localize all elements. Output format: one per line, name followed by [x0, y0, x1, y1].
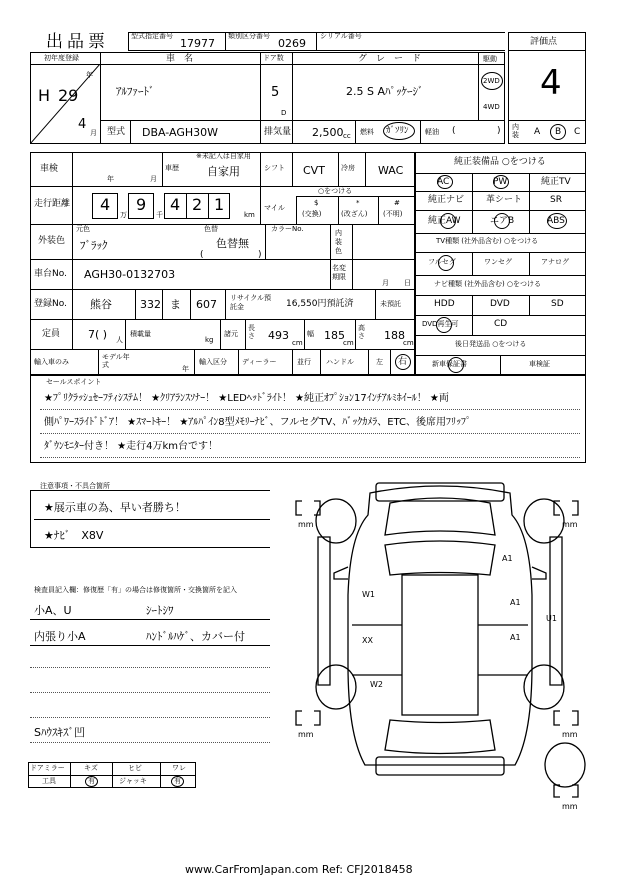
equip-airbag-circle [494, 213, 510, 229]
import-type-label: 輸入区分 [199, 358, 227, 366]
category-value: 0269 [278, 37, 306, 50]
handle-right-circle [395, 354, 411, 370]
width-value: 185 [324, 329, 345, 342]
color-original-value: ﾌﾞﾗｯｸ [80, 239, 108, 252]
interior-grade-b: B [555, 127, 562, 137]
dims-label: 諸元 [224, 330, 238, 338]
inspector-line-2: 内張り小A [34, 630, 86, 643]
equip-abs: ABS [547, 216, 565, 226]
meter-opt-3: # [394, 199, 400, 207]
acc-jack-circle [171, 776, 184, 787]
drive-label: 駆動 [483, 55, 497, 63]
first-reg-month: 4 [78, 117, 87, 132]
equip-ac: AC [437, 177, 450, 187]
mark-a1-front-right: A1 [502, 554, 513, 563]
equip-airbag: エアB [490, 216, 515, 226]
acc-tools-circle [85, 776, 98, 787]
tv-fullseg-circle [438, 255, 454, 271]
first-reg-era: H [38, 86, 51, 105]
spare-wheel [545, 743, 585, 787]
acc-header-crack: ヒビ [128, 764, 142, 772]
capacity-unit: 人 [116, 336, 123, 344]
score-value: 4 [540, 63, 562, 103]
mileage-digit-5: 1 [214, 195, 225, 214]
width-unit: cm [343, 339, 354, 347]
name-change-day: 日 [404, 279, 411, 287]
shaken-year-unit: 年 [107, 175, 114, 183]
meter-opt-3-desc: (不明) [383, 210, 403, 218]
drive-4wd: 4WD [483, 103, 500, 111]
fuel-value: ｶﾞｿﾘﾝ [386, 126, 409, 136]
usage-note: ※未記入は自家用 [196, 152, 251, 160]
ac-label: 冷房 [341, 164, 355, 172]
chassis-label: 車台No. [34, 269, 67, 279]
shift-value: CVT [303, 164, 325, 177]
displacement-label: 排気量 [264, 127, 292, 137]
import-type-dealer: ディーラー [242, 358, 277, 366]
later-shakensho: 車検証 [529, 360, 550, 368]
handle-right: 右 [398, 357, 408, 367]
fuel-circle [383, 122, 415, 140]
mileage-digit-4: 2 [192, 195, 203, 214]
meter-opt-1-desc: (交換) [302, 210, 322, 218]
acc-header-mirror: ドアミラー [30, 764, 65, 772]
later-label: 後日発送品 ○をつける [455, 340, 527, 348]
shaken-month-unit: 月 [150, 175, 157, 183]
acc-header-break: ワレ [172, 764, 186, 772]
capacity-value: 7( ) [88, 328, 108, 341]
equip-sr: SR [550, 195, 562, 205]
interior-grade-c: C [574, 127, 581, 137]
wheel-front-right [524, 499, 564, 543]
doors-suffix: D [281, 109, 287, 117]
serial-label: シリアル番号 [320, 32, 362, 40]
mark-u1-right-side: U1 [546, 614, 557, 623]
mm-rear-right: mm [562, 730, 578, 739]
mileage-digit-3: 4 [170, 195, 181, 214]
model-year-unit: 年 [182, 365, 189, 373]
handle-label: ハンドル [326, 358, 354, 366]
length-value: 493 [268, 329, 289, 342]
interior-label: 内装 [512, 123, 519, 139]
tv-analog: アナログ [541, 258, 569, 266]
rear-bumper [376, 757, 504, 775]
tv-fullseg: フルセグ [428, 258, 456, 266]
car-damage-diagram [290, 475, 590, 815]
load-label: 積載量 [130, 330, 151, 338]
car-name-value: ｱﾙﾌｧｰﾄﾞ [116, 85, 155, 98]
factory-equip-label: 純正装備品 ○をつける [454, 157, 546, 167]
acc-header-scratch: キズ [84, 764, 98, 772]
reg-number: 607 [196, 298, 217, 311]
grade-value: 2.5 S Aﾊﾟｯｹｰｼﾞ [346, 85, 424, 98]
nav-dvd-play-circle [436, 317, 452, 333]
hood [385, 498, 495, 535]
displacement-value: 2,500 [312, 126, 344, 139]
model-year-label: モデル年式 [102, 353, 130, 369]
interior-color-label: 内装色 [335, 229, 342, 255]
grade-label: グ レ ー ド [358, 54, 422, 64]
inspector-line-3: Sﾊｳｽｷｽﾞ凹 [34, 726, 85, 739]
type-value: DBA-AGH30W [142, 126, 219, 139]
mark-a1-right-rear: A1 [510, 633, 521, 642]
length-label: 長さ [248, 324, 255, 340]
fuel-label: 燃料 [360, 128, 374, 136]
mark-w1-left-door: W1 [362, 590, 375, 599]
height-value: 188 [384, 329, 405, 342]
nav-dvd: DVD [490, 299, 510, 309]
recycle-alt: 未預託 [380, 300, 401, 308]
recycle-value: 16,550円預託済 [286, 299, 354, 309]
windshield [385, 541, 495, 575]
mileage-unit-man: 万 [120, 211, 127, 219]
reg-class: 332 [140, 298, 161, 311]
wheel-front-left [316, 499, 356, 543]
category-label: 類別区分番号 [228, 32, 270, 40]
name-change-label: 名変期限 [332, 264, 346, 281]
usage-label: 車歴 [165, 164, 179, 172]
mm-front-right: mm [562, 520, 578, 529]
equip-leather: 革シート [486, 195, 523, 205]
equip-aw-circle [440, 213, 456, 229]
acc-tools-value: 有 [88, 777, 95, 785]
equip-aw: 純正AW [428, 216, 461, 226]
sales-points-label: セールスポイント [46, 378, 102, 386]
acc-jack: ジャッキ [119, 777, 147, 785]
wheel-rear-left [316, 665, 356, 709]
car-name-label: 車 名 [166, 54, 194, 64]
footer-watermark: www.CarFromJapan.com Ref: CFJ2018458 [185, 863, 413, 876]
length-unit: cm [292, 339, 303, 347]
equip-abs-circle [547, 213, 567, 229]
equip-ac-circle [437, 175, 453, 189]
equip-navi: 純正ナビ [428, 195, 465, 205]
shaken-label: 車検 [40, 164, 59, 174]
color-original-label: 元色 [76, 225, 90, 233]
later-warranty: 新車保証書 [432, 360, 467, 368]
interior-grade-a: A [534, 127, 541, 137]
paint-value: 色替無 [216, 237, 249, 250]
color-no-label: カラーNo. [271, 225, 304, 233]
right-side-outline [550, 537, 562, 685]
model-designation-label: 型式指定番号 [131, 32, 173, 40]
load-unit: kg [205, 336, 214, 344]
meter-note: ○をつける [318, 187, 353, 195]
mile-label: マイル [264, 204, 285, 212]
inspector-label: 検査員記入欄：修復歴「有」の場合は修復箇所・交換箇所を記入 [34, 586, 237, 594]
sales-line-1: ★ﾌﾟﾘｸﾗｯｼｭｾｰﾌﾃｨｼｽﾃﾑ！ ★ｸﾘｱﾗﾝｽｿﾅｰ！ ★LEDﾍｯﾄﾞﾗｲﾄ！ ★純正ｵﾌﾟｼｮﾝ17ｲﾝﾁｱﾙﾐﾎｲｰﾙ！ ★両 [44, 393, 449, 404]
handle-left: 左 [376, 358, 383, 366]
sales-line-2: 側ﾊﾟﾜｰｽﾗｲﾄﾞﾄﾞｱ！ ★ｽﾏｰﾄｷｰ！ ★ｱﾙﾊﾟｲﾝ8型ﾒﾓﾘｰﾅﾋﾞ、フルセグTV、ﾊﾞｯｸｶﾒﾗ、ETC、後席用ﾌﾘｯﾌﾟ [44, 417, 472, 428]
width-label: 幅 [307, 330, 314, 338]
type-label: 型式 [107, 127, 126, 137]
paint-label: 色替 [204, 225, 218, 233]
meter-opt-2: * [356, 199, 360, 207]
usage-value: 自家用 [207, 165, 240, 178]
equip-pw: PW [493, 177, 508, 187]
inspector-line-1: 小A、U [34, 604, 72, 617]
score-label: 評価点 [530, 37, 558, 47]
drive-2wd: 2WD [483, 77, 500, 85]
left-side-outline [318, 537, 330, 685]
shift-label: シフト [264, 164, 285, 172]
notes-line-1: ★展示車の為、早い者勝ち！ [44, 501, 186, 514]
first-reg-label: 初年度登録 [44, 54, 79, 62]
height-unit: cm [403, 339, 414, 347]
roof [402, 575, 478, 715]
left-mirror [334, 567, 348, 579]
equip-tv: 純正TV [541, 177, 571, 187]
doors-value: 5 [271, 85, 280, 100]
inspector-line-1b: ｼｰﾄｼﾜ [146, 604, 174, 617]
first-reg-year-unit: 年 [86, 71, 93, 79]
nav-dvd-play: DVD再生可 [422, 320, 459, 328]
mm-rear-left: mm [298, 730, 314, 739]
name-change-month: 月 [382, 279, 389, 287]
nav-cd: CD [494, 319, 508, 329]
nav-type-label: ナビ種類 (社外品含む) ○をつける [434, 280, 542, 288]
interior-b-circle [550, 124, 566, 140]
import-label: 輸入車のみ [34, 358, 69, 366]
import-type-parallel: 並行 [297, 358, 311, 366]
height-label: 高さ [358, 324, 365, 340]
mm-spare: mm [562, 802, 578, 811]
reg-kana: ま [170, 298, 181, 311]
model-designation-value: 17977 [180, 37, 215, 50]
meter-opt-1: $ [314, 199, 319, 207]
displacement-unit: cc [343, 132, 351, 140]
equip-pw-circle [493, 175, 509, 189]
capacity-label: 定員 [42, 329, 61, 339]
mileage-digit-1: 4 [100, 195, 111, 214]
nav-hdd: HDD [434, 299, 455, 309]
notes-label: 注意事項・不具合箇所 [40, 482, 110, 490]
later-warranty-circle [448, 357, 464, 373]
ac-value: WAC [378, 164, 404, 177]
inspector-line-2b: ﾊﾝﾄﾞﾙﾊｹﾞ、カバー付 [146, 630, 245, 643]
chassis-value: AGH30-0132703 [84, 268, 176, 281]
mileage-label: 走行距離 [34, 199, 71, 209]
page-title: 出品票 [46, 32, 109, 52]
tv-oneseg: ワンセグ [484, 258, 512, 266]
mileage-unit-km: km [244, 211, 255, 219]
mileage-unit-sen: 千 [156, 211, 163, 219]
meter-opt-2-desc: (改ざん) [341, 210, 368, 218]
tv-type-label: TV種類 (社外品含む) ○をつける [436, 237, 539, 245]
recycle-label: リサイクル預託金 [230, 294, 272, 311]
notes-line-2: ★ﾅﾋﾞ X8V [44, 529, 104, 542]
nav-sd: SD [551, 299, 564, 309]
sales-line-3: ﾀﾞｳﾝﾓﾆﾀｰ付き！ ★走行4万km台です！ [44, 441, 219, 452]
mileage-digit-2: 9 [136, 195, 147, 214]
drive-2wd-circle [481, 72, 503, 90]
reg-area: 熊谷 [90, 298, 112, 311]
mark-xx-left-rear: XX [362, 636, 373, 645]
doors-label: ドア数 [263, 54, 284, 62]
first-reg-month-unit: 月 [90, 129, 97, 137]
acc-jack-value: 有 [174, 777, 181, 785]
acc-tools: 工具 [42, 777, 56, 785]
rear-glass [385, 720, 495, 754]
mm-front-left: mm [298, 520, 314, 529]
right-mirror [532, 567, 546, 579]
light-oil-label: 軽油 [425, 128, 439, 136]
ext-color-label: 外装色 [38, 236, 66, 246]
reg-label: 登録No. [34, 299, 67, 309]
first-reg-year: 29 [58, 86, 79, 105]
wheel-rear-right [524, 665, 564, 709]
mark-a1-right-door: A1 [510, 598, 521, 607]
mark-w2-left-rear: W2 [370, 680, 383, 689]
